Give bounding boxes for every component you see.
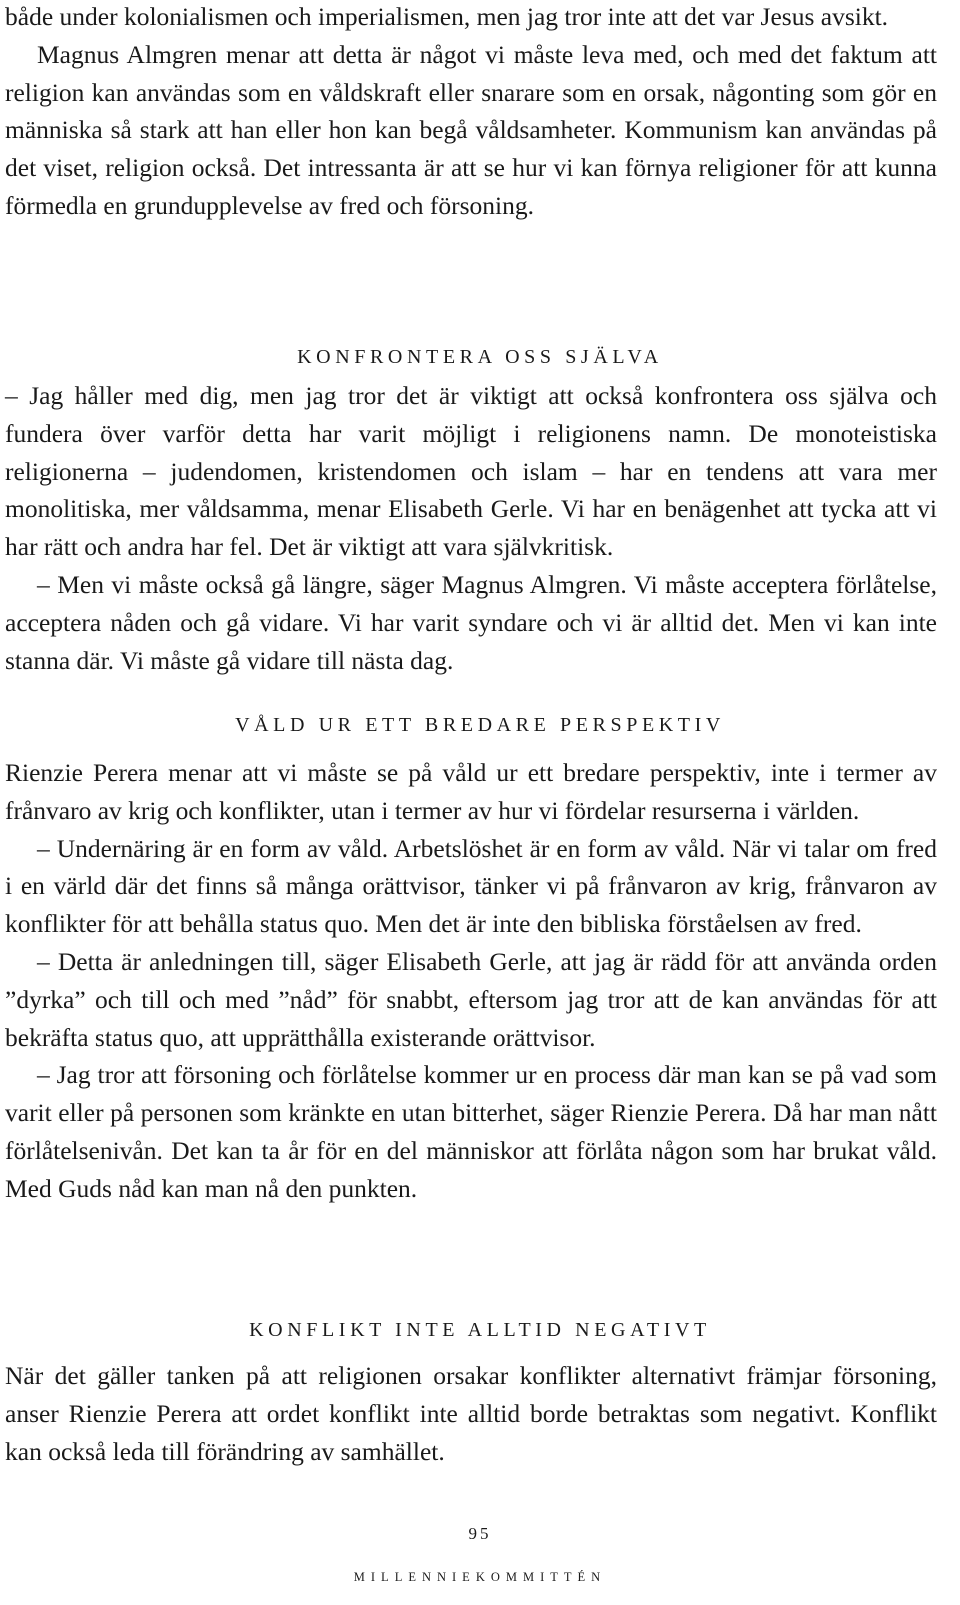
paragraph: både under kolonialismen och imperialismen, men jag tror inte att det var Jesus avsikt. — [5, 2, 889, 31]
section-heading: VÅLD UR ETT BREDARE PERSPEKTIV — [235, 714, 725, 736]
section-heading: KONFLIKT INTE ALLTID NEGATIVT — [249, 1319, 711, 1341]
paragraph: – Jag håller med dig, men jag tror det är viktigt att också konfrontera oss själva och fundera över varför detta har varit möjligt i religionens namn. De monoteistiska religionerna – judendomen, kristendomen och islam – har en tendens att vara mer monolitiska, mer våldsamma, menar Elisabeth Gerle. Vi har en benägenhet att tycka att vi har rätt och andra har fel. Det är viktigt att vara självkritisk. — [5, 381, 937, 562]
section-body — [5, 377, 937, 679]
paragraph: Magnus Almgren menar att detta är något vi måste leva med, och med det faktum att religion kan användas som en våldskraft eller snarare som en orsak, någonting som gör en människa så stark att han eller hon kan begå våldsamheter. Kommunism kan användas på det viset, religion också. Det intressanta är att se hur vi kan förnya religioner för att kunna förmedla en grundupplevelse av fred och försoning. — [5, 39, 937, 220]
section-heading: KONFRONTERA OSS SJÄLVA — [297, 346, 663, 368]
running-footer: MILLENNIEKOMMITTÉN — [353, 1570, 607, 1584]
section-body — [5, 754, 937, 1208]
paragraph: – Jag tror att försoning och förlåtelse kommer ur en process där man kan se på vad som varit eller på personen som kränkte en utan bitterhet, säger Rienzie Perera. Då har man nått förlåtelsenivån. Det kan ta år för en del människor att förlåta någon som har brukat våld. Med Guds nåd kan man nå den punkten. — [5, 1060, 937, 1203]
section-body — [5, 1357, 937, 1470]
paragraph: – Men vi måste också gå längre, säger Magnus Almgren. Vi måste acceptera förlåtelse, acceptera nåden och gå vidare. Vi har varit syndare och vi är alltid det. Men vi kan inte stanna där. Vi måste gå vidare till nästa dag. — [5, 569, 937, 675]
intro-text — [5, 0, 937, 225]
paragraph: Rienzie Perera menar att vi måste se på våld ur ett bredare perspektiv, inte i termer av frånvaro av krig och konflikter, utan i termer av hur vi fördelar resurserna i världen. — [5, 758, 937, 825]
paragraph: När det gäller tanken på att religionen orsakar konflikter alternativt främjar försoning, anser Rienzie Perera att ordet konflikt inte alltid borde betraktas som negativt. Konflikt kan också leda till förändring av samhället. — [5, 1361, 937, 1466]
paragraph: – Undernäring är en form av våld. Arbetslöshet är en form av våld. När vi talar om fred i en värld där det finns så många orättvisor, tänker vi på frånvaron av krig, frånvaron av konflikter för att behålla status quo. Men det är inte den bibliska förståelsen av fred. — [5, 833, 937, 939]
paragraph: – Detta är anledningen till, säger Elisabeth Gerle, att jag är rädd för att använda orden ”dyrka” och till och med ”nåd” för snabbt, eftersom jag tror att de kan användas för att bekräfta status quo, att upprätthålla existerande orättvisor. — [5, 946, 937, 1052]
page-number: 95 — [468, 1524, 492, 1543]
